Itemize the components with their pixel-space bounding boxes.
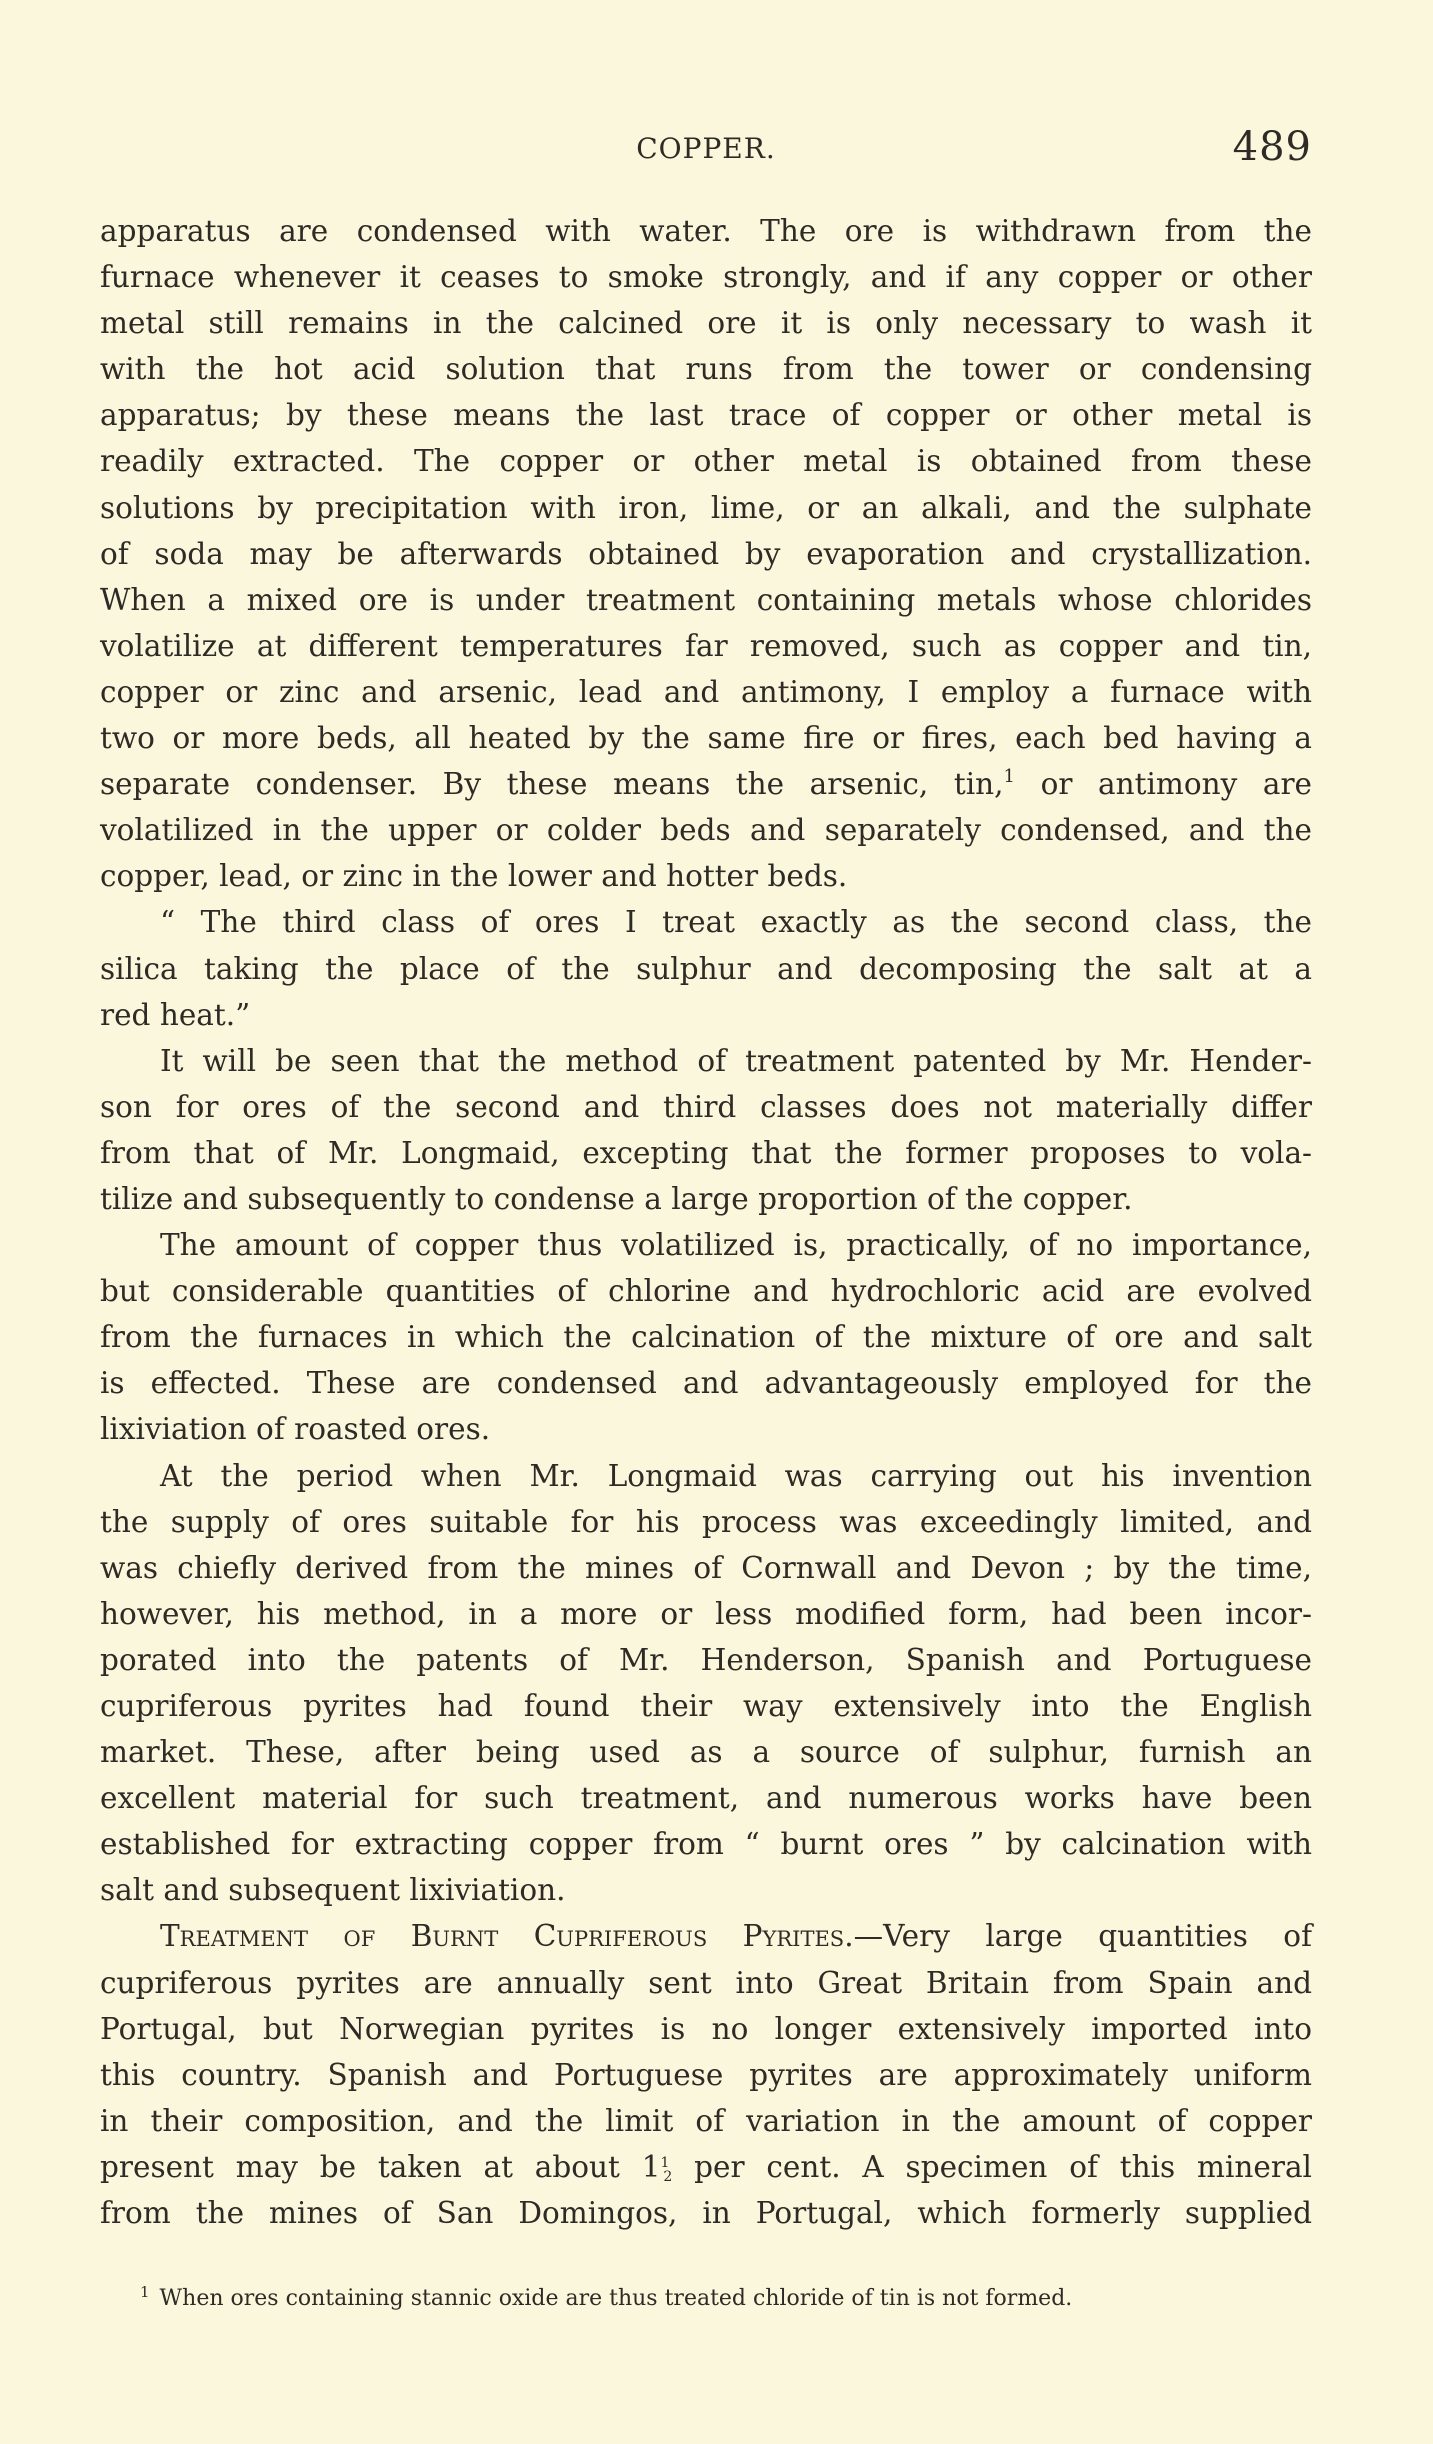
text-line: It will be seen that the method of treatment patented by Mr. Hender- [160,1043,1312,1078]
text-line: readily extracted. The copper or other metal is obtained from these [100,444,1312,479]
text-line: two or more beds, all heated by the same fire or fires, each bed having a [100,721,1312,756]
text-line: volatilized in the upper or colder beds and separately condensed, and the [100,813,1312,848]
text-fragment: —Very large quantities of [853,1919,1312,1954]
text-line: of soda may be afterwards obtained by evaporation and crystallization. [100,536,1312,571]
section-heading-line [100,1913,1312,1959]
footnote [140,2283,1280,2311]
text-fragment: separate condenser. By these means the arsenic, tin, [100,767,1004,802]
text-line: The amount of copper thus volatilized is, practically, of no importance, [160,1228,1312,1263]
text-line: apparatus; by these means the last trace of copper or other metal is [100,398,1312,433]
text-line: tilize and subsequently to condense a large proportion of the copper. [100,1181,1133,1216]
text-line: metal still remains in the calcined ore it is only necessary to wash it [100,306,1312,341]
text-line: copper or zinc and arsenic, lead and antimony, I employ a furnace with [100,674,1312,709]
text-line: in their composition, and the limit of variation in the amount of copper [100,2103,1312,2138]
text-line: market. These, after being used as a source of sulphur, furnish an [100,1735,1312,1770]
text-fragment: per cent. A specimen of this mineral [672,2149,1312,2184]
footnote-reference[interactable]: 1 [1003,766,1015,788]
text-fragment: present may be taken at about 1 [100,2149,661,2184]
text-line: established for extracting copper from “ burnt ores ” by calcination with [100,1827,1312,1862]
text-line: cupriferous pyrites are annually sent into Great Britain from Spain and [100,1965,1312,2000]
text-line-with-fraction [100,2144,1312,2190]
text-line: At the period when Mr. Longmaid was carrying out his invention [160,1458,1312,1493]
footnote-text: When ores containing stannic oxide are thus treated chloride of tin is not formed. [159,2286,1073,2311]
text-line: apparatus are condensed with water. The ore is withdrawn from the [100,214,1312,248]
text-line: but considerable quantities of chlorine and hydrochloric acid are evolved [100,1274,1312,1309]
footnote-marker: 1 [140,2283,150,2301]
text-line: excellent material for such treatment, and numerous works have been [100,1781,1312,1816]
body-text [100,208,1312,2236]
text-line: volatilize at different temperatures far removed, such as copper and tin, [100,628,1312,663]
text-line: cupriferous pyrites had found their way extensively into the English [100,1689,1312,1723]
text-fragment: or antimony are [1015,767,1312,802]
fraction-one-half: $^1$2 [660,2154,673,2185]
text-line: with the hot acid solution that runs from the tower or condensing [100,352,1312,387]
text-line: this country. Spanish and Portuguese pyrites are approximately uniform [100,2057,1312,2092]
text-line: the supply of ores suitable for his process was exceedingly limited, and [100,1504,1312,1539]
text-line: silica taking the place of the sulphur and decomposing the salt at a [100,951,1312,986]
text-line: from the furnaces in which the calcination of the mixture of ore and salt [100,1320,1312,1355]
text-line: was chiefly derived from the mines of Cornwall and Devon ; by the time, [100,1550,1312,1585]
text-line: copper, lead, or zinc in the lower and hotter beds. [100,859,848,894]
text-line: son for ores of the second and third classes does not materially differ [100,1089,1312,1124]
text-line: lixiviation of roasted ores. [100,1412,491,1447]
text-line: red heat.” [100,997,251,1032]
text-line: solutions by precipitation with iron, lime, or an alkali, and the sulphate [100,490,1312,525]
text-line: salt and subsequent lixiviation. [100,1873,566,1908]
text-line: porated into the patents of Mr. Henderson, Spanish and Portuguese [100,1642,1312,1677]
text-line: “ The third class of ores I treat exactly as the second class, the [160,905,1312,940]
text-line: furnace whenever it ceases to smoke strongly, and if any copper or other [100,260,1312,295]
text-line: Portugal, but Norwegian pyrites is no longer extensively imported into [100,2011,1312,2046]
page-number: 489 [1232,124,1312,170]
section-heading: Treatment of Burnt Cupriferous Pyrites. [160,1919,854,1954]
text-line: from the mines of San Domingos, in Portugal, which formerly supplied [100,2196,1312,2231]
text-line: is effected. These are condensed and advantageously employed for the [100,1366,1312,1401]
page-header [100,124,1312,174]
text-line: from that of Mr. Longmaid, excepting that the former proposes to vola- [100,1135,1312,1170]
text-line: however, his method, in a more or less modified form, had been incor- [100,1596,1312,1631]
text-line-with-footnote [100,761,1312,807]
text-line: When a mixed ore is under treatment containing metals whose chlorides [100,582,1312,617]
running-title: COPPER. [636,132,776,165]
